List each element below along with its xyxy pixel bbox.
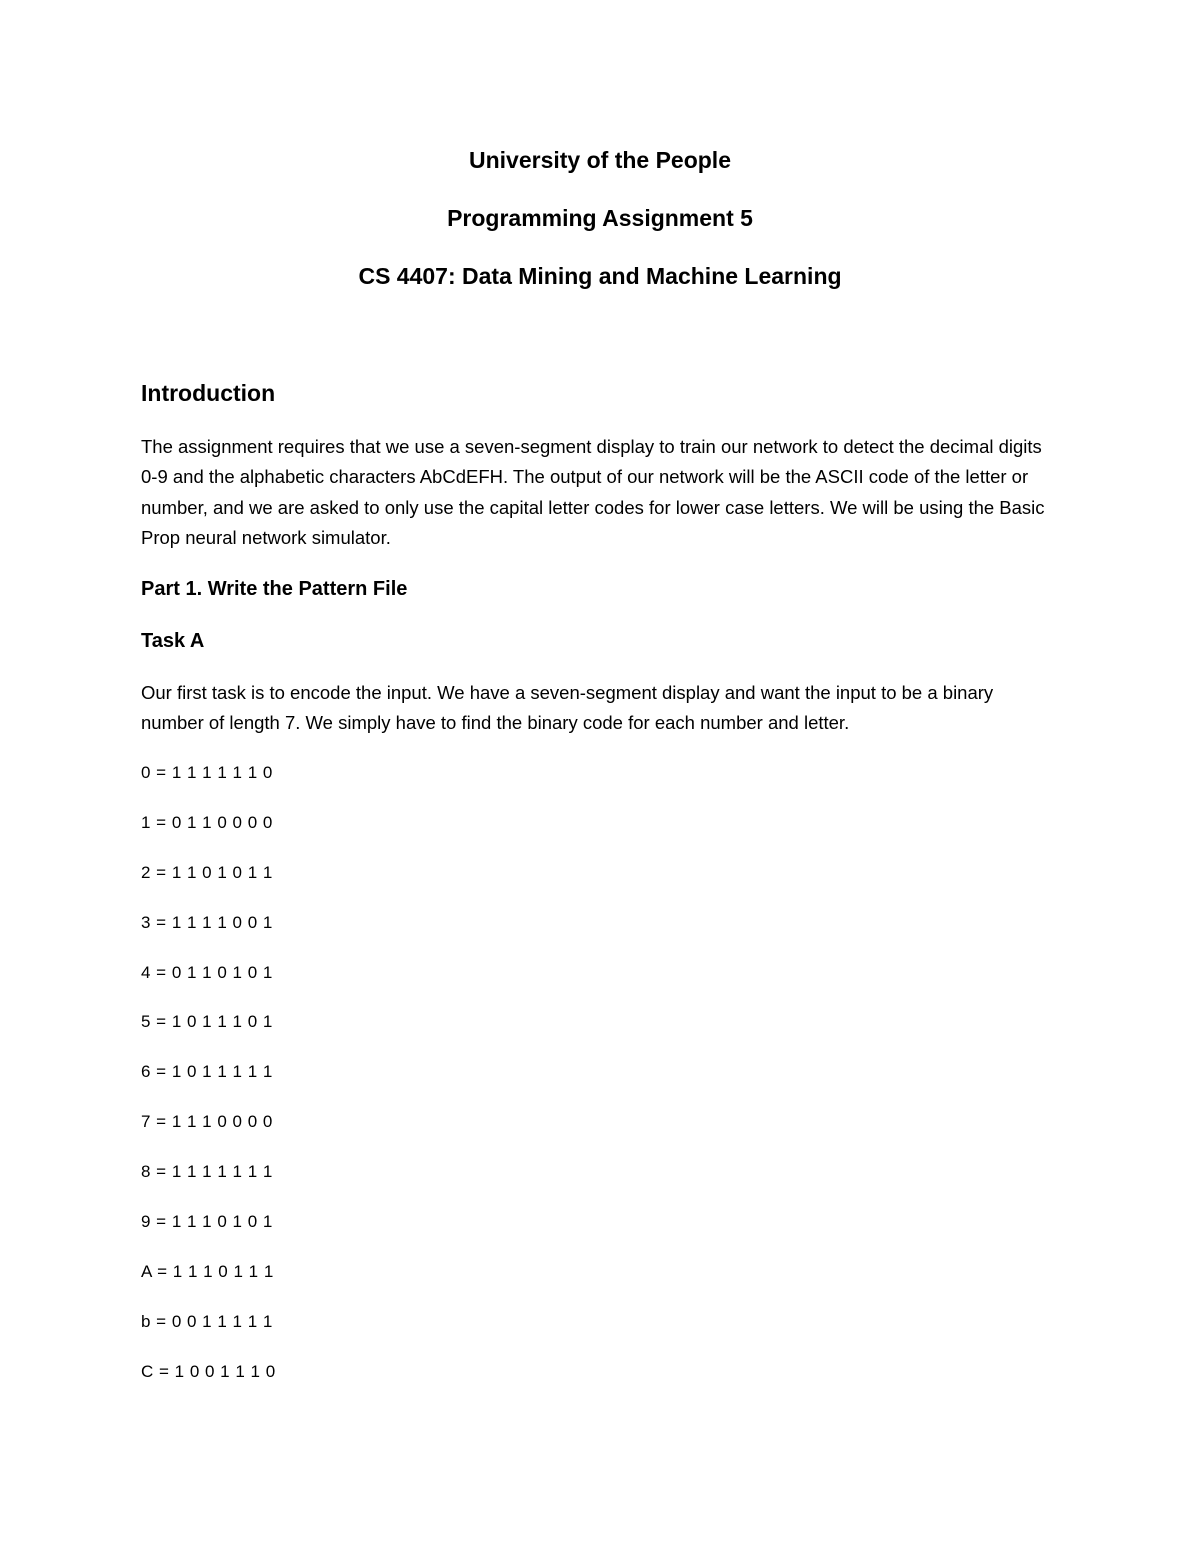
binary-code-list — [141, 758, 541, 1407]
institution-title: University of the People — [468, 147, 731, 173]
assignment-title: Programming Assignment 5 — [447, 205, 753, 231]
code-line-6: 6 = 1 0 1 1 1 1 1 — [141, 1062, 273, 1082]
code-line-8: 8 = 1 1 1 1 1 1 1 — [141, 1162, 273, 1182]
part1-heading: Part 1. Write the Pattern File — [141, 578, 408, 600]
task-a-paragraph: Our first task is to encode the input. We have a seven-segment display and want the input to be a binary number of length 7. We simply have to find the binary code for each number and letter. — [141, 682, 994, 734]
introduction-paragraph: The assignment requires that we use a seven-segment display to train our network to detect the decimal digits 0-9 and the alphabetic characters AbCdEFH. The output of our network will be the ASCII code of the letter or number, and we are asked to only use the capital letter codes for lower case letters. We will be using the Basic Prop neural network simulator. — [141, 436, 1045, 548]
code-line-0: 0 = 1 1 1 1 1 1 0 — [141, 763, 273, 782]
code-line-b: b = 0 0 1 1 1 1 1 — [141, 1311, 273, 1331]
task-a-heading: Task A — [141, 630, 205, 652]
course-title: CS 4407: Data Mining and Machine Learning — [358, 263, 842, 289]
code-line-2: 2 = 1 1 0 1 0 1 1 — [141, 862, 273, 882]
code-line-7: 7 = 1 1 1 0 0 0 0 — [141, 1112, 273, 1132]
code-line-3: 3 = 1 1 1 1 0 0 1 — [141, 912, 273, 932]
code-line-A: A = 1 1 1 0 1 1 1 — [141, 1261, 274, 1281]
code-line-5: 5 = 1 0 1 1 1 0 1 — [141, 1012, 273, 1032]
code-line-1: 1 = 0 1 1 0 0 0 0 — [141, 812, 273, 832]
code-line-C: C = 1 0 0 1 1 1 0 — [141, 1361, 276, 1381]
code-line-9: 9 = 1 1 1 0 1 0 1 — [141, 1212, 273, 1232]
introduction-heading: Introduction — [141, 380, 276, 406]
code-line-4: 4 = 0 1 1 0 1 0 1 — [141, 962, 273, 982]
